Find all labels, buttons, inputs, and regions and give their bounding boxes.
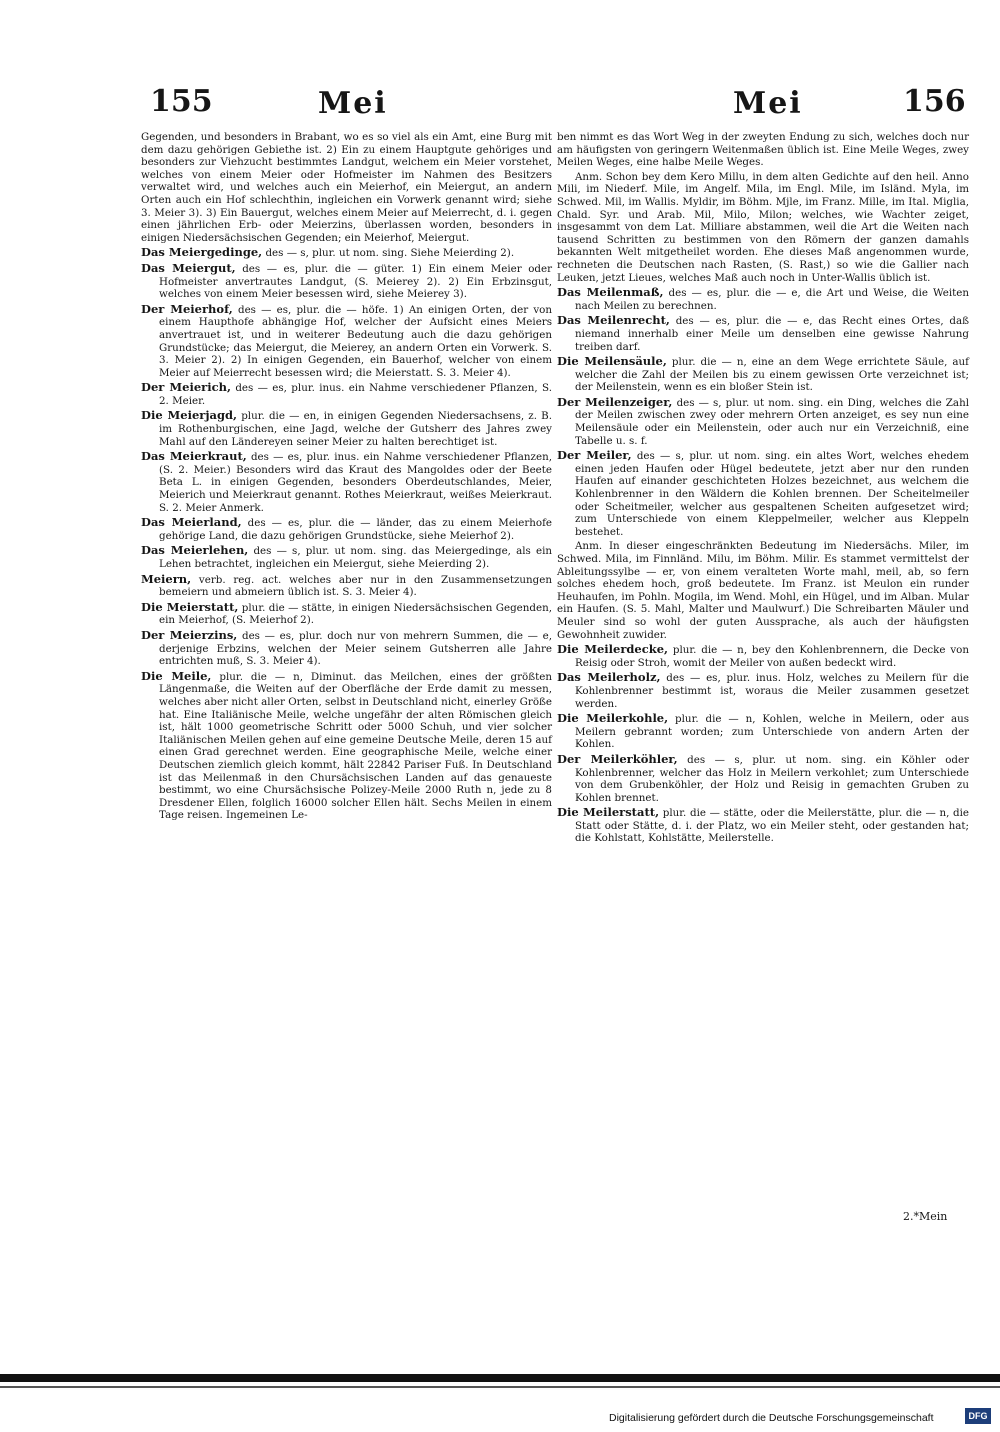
entry-headword: Das Meiergut, (141, 260, 236, 275)
dictionary-entry (141, 262, 552, 301)
entry-headword: Das Meiergedinge, (141, 245, 263, 260)
entry-text: des — es, plur. die — güter. 1) Ein einem Meier oder Hofmeister anvertrautes Landgut, (S. Meierey 2). 2) Ein Erbzinsgut, welches von einem Meier besessen wird, siehe Meierey 3). (159, 262, 552, 301)
entry-text: plur. die — stätte, oder die Meilerstätte, plur. die — n, die Statt oder Stätte, d. i. der Platz, wo ein Meiler steht, oder gestanden hat; die Kohlstatt, Kohlstätte, Meilerstelle. (575, 807, 970, 845)
entry-text: des — es, plur. inus. ein Nahme verschiedener Pflanzen, S. 2. Meier. (159, 382, 552, 407)
running-head-left: Mei (318, 86, 388, 121)
dictionary-entry (141, 670, 552, 822)
dictionary-entry (141, 303, 552, 380)
dictionary-entry (141, 516, 552, 542)
entry-text: des — es, plur. die — e, die Art und Weise, die Weiten nach Meilen zu berechnen. (575, 287, 970, 312)
paragraph (557, 540, 969, 641)
entry-text: ben nimmt es das Wort Weg in der zweyten Endung zu sich, welches doch nur am häufigsten von geringern Weitenmaßen üblich ist. Eine Meile Weges, zwey Meilen Weges, eine halbe Meile Weges. (557, 131, 969, 169)
dfg-logo: DFG (965, 1408, 991, 1424)
entry-headword: Die Meilerstatt, (557, 805, 660, 820)
entry-text: Gegenden, und besonders in Brabant, wo es so viel als ein Amt, eine Burg mit dem dazu gehörigen Gebiethe ist. 2) Ein zu einem Hauptgute gehöriges und besonders zur Viehzucht bestimmtes Landgut, welchem ein Meier vorstehet, welches von einem Meier oder Hofmeister im Nahmen des Besitzers verwaltet wird, und welches auch ein Meierhof, ein Meiergut, an andern Orten auch ein Hof schlechthin, ingleichen ein Vorwerk genannt wird; siehe 3. Meier 3). 3) Ein Bauergut, welches einem Meier auf Meierrecht, d. i. gegen einen jährlichen Erb- oder Meierzins, überlassen worden, besonders in einigen Niedersächsischen Gegenden; ein Meierhof, Meiergut. (141, 131, 552, 244)
dictionary-entry (141, 450, 552, 514)
entry-text: plur. die — n, bey den Kohlenbrennern, die Decke von Reisig oder Stroh, womit der Meiler von außen bedeckt wird. (575, 644, 969, 669)
entry-text: des — s, plur. ut nom. sing. ein altes Wort, welches ehedem einen jeden Haufen oder Hügel bedeutete, jetzt aber nur den runden Haufen auf einander geschichteten Holzes bezeichnet, aus welchem die Kohlenbrenner in den Wäldern die Kohlen brennen. Der Scheitelmeiler oder Scheitmeiler, welcher aus gespaltenen Scheiten aufgesetzet wird; zum Unterschiede von einem Kleppelmeiler, welcher aus Kleppeln bestehet. (575, 450, 969, 538)
entry-text: verb. reg. act. welches aber nur in den Zusammensetzungen bemeiern und abmeiern üblich ist. S. 3. Meier 4). (159, 573, 552, 599)
dictionary-entry (141, 601, 552, 627)
entry-headword: Das Meierland, (141, 515, 242, 530)
running-head-right: Mei (733, 86, 803, 121)
dictionary-entry (141, 409, 552, 448)
entry-text: plur. die — en, in einigen Gegenden Niedersachsens, z. B. im Rothenburgischen, eine Jagd, welche der Gutsherr des Jahres zwey Mahl auf den Ländereyen seiner Meier zu halten berechtiget ist. (159, 410, 552, 448)
entry-text: des — es, plur. doch nur von mehrern Summen, die — e, derjenige Erbzins, welchen der Meier seinem Gutsherren alle Jahre entrichten muß, S. 3. Meier 4). (159, 629, 552, 668)
entry-text: des — s, plur. ut nom. sing. Siehe Meierding 2). (265, 247, 515, 260)
entry-headword: Der Meilerköhler, (557, 751, 678, 766)
left-column (141, 131, 552, 824)
dictionary-entry (141, 381, 552, 407)
right-column (557, 131, 969, 847)
dictionary-entry (557, 712, 969, 751)
funding-footer: Digitalisierung gefördert durch die Deutsche Forschungsgemeinschaft (609, 1412, 934, 1424)
entry-headword: Die Meile, (141, 668, 212, 683)
catchword: 2.*Mein (903, 1210, 948, 1223)
entry-text: des — es, plur. die — höfe. 1) An einigen Orten, der von einem Haupthofe abhängige Hof, welcher der Aufsicht eines Meiers anvertrauet ist, und in weiterer Bedeutung auch die dazu gehörigen Grundstücke; das Meiergut, die Meierey, an andern Orten ein Vorwerk. S. 3. Meier 2). 2) In einigen Gegenden, ein Bauerhof, welcher von einem Meier auf Meierrecht besessen wird; die Meierstatt. S. 3. Meier 4). (159, 303, 553, 379)
dictionary-entry (557, 355, 969, 394)
entry-headword: Meiern, (141, 571, 192, 586)
dictionary-entry (557, 643, 969, 669)
entry-headword: Die Meilerdecke, (557, 642, 669, 657)
entry-headword: Das Meilerholz, (557, 670, 661, 685)
bottom-rule (0, 1374, 1000, 1382)
entry-text: des — s, plur. ut nom. sing. ein Ding, welches die Zahl der Meilen zwischen zwey oder mehrern Orten anzeiget, es sey nun eine Meilensäule oder ein Meilenstein, oder auch nur ein Verzeichniß, eine Tabelle u. s. f. (575, 396, 970, 447)
dictionary-entry (141, 246, 552, 260)
dictionary-entry (557, 753, 969, 804)
entry-text: Anm. In dieser eingeschränkten Bedeutung im Niedersächs. Miler, im Schwed. Mila, im Finnländ. Milu, im Böhm. Milir. Es stammet vermittelst der Ableitungssylbe — er, von einem veralteten Worte mahl, meil, ab, so fern solches ehedem hoch, groß bedeutete. Im Franz. ist Meulon ein runder Heuhaufen, im Pohln. Mogila, im Wend. Mohl, ein Hügel, und im Alban. Mular ein Haufen. (S. 5. Mahl, Malter und Maulwurf.) Die Schreibarten Mäuler und Meuler sind so wohl der guten Aussprache, als auch der häufigsten Gewohnheit zuwider. (557, 540, 969, 641)
entry-text: des — es, plur. inus. ein Nahme verschiedener Pflanzen, (S. 2. Meier.) Besonders wird das Kraut des Mangoldes oder der Beete Beta L. in einigen Gegenden, besonders Oberdeutschlandes, Meier, Meierich und Meierkraut genannt. Rothes Meierkraut, weißes Meierkraut. S. 2. Meier Anmerk. (159, 451, 552, 514)
entry-text: des — es, plur. die — länder, das zu einem Meierhofe gehörige Land, die dazu gehörigen Grundstücke, siehe Meierhof 2). (159, 517, 552, 542)
entry-headword: Das Meierlehen, (141, 543, 249, 558)
entry-headword: Die Meilerkohle, (557, 711, 669, 726)
paragraph (557, 131, 969, 169)
entry-text: plur. die — n, Diminut. das Meilchen, eines der größten Längenmaße, die Weiten auf der Oberfläche der Erde damit zu messen, welches aber nicht aller Orten, selbst in Deutschland nicht, einerley Größe hat. Eine Italiänische Meile, welche ungefähr der alten Römischen gleich ist, hält 1000 geometrische Schritt oder 5000 Schuh, und vier solcher Italiänischen Meilen gehen auf eine gemeine Deutsche Meile, deren 15 auf einen Grad gerechnet werden. Eine geographische Meile, welche einer Deutschen ziemlich gleich kommt, hält 22842 Pariser Fuß. In Deutschland ist das Meilenmaß in den Chursächsischen Landen auf das genaueste bestimmt, wo eine Chursächsische Polizey-Meile 2000 Ruth n, jede zu 8 Dresdener Ellen, folglich 16000 solcher Ellen hält. Sechs Meilen in einem Tage reisen. Ingemeinen Le- (159, 670, 553, 822)
entry-headword: Das Meilenrecht, (557, 313, 670, 328)
dictionary-entry (557, 449, 969, 538)
entry-headword: Die Meilensäule, (557, 354, 667, 369)
entry-headword: Der Meiler, (557, 448, 632, 463)
paragraph (141, 131, 552, 244)
entry-text: des — es, plur. inus. Holz, welches zu Meilern für die Kohlenbrenner bestimmt ist, woraus die Meiler zusammen gesetzet werden. (575, 672, 970, 710)
dictionary-entry (557, 806, 969, 845)
dictionary-entry (141, 544, 552, 570)
entry-text: des — es, plur. die — e, das Recht eines Ortes, daß niemand innerhalb einer Meile um denselben eine gewisse Nahrung treiben darf. (575, 315, 969, 353)
page-number-left: 155 (150, 84, 213, 119)
entry-text: plur. die — stätte, in einigen Niedersächsischen Gegenden, ein Meierhof, (S. Meierhof 2). (159, 601, 553, 627)
page-number-right: 156 (903, 84, 966, 119)
entry-headword: Der Meierich, (141, 380, 231, 395)
paragraph (557, 171, 969, 284)
dictionary-entry (141, 629, 552, 668)
entry-text: des — s, plur. ut nom. sing. das Meiergedinge, als ein Lehen betrachtet, ingleichen ein Meiergut, siehe Meierding 2). (159, 545, 552, 570)
entry-text: des — s, plur. ut nom. sing. ein Köhler oder Kohlenbrenner, welcher das Holz in Meilern verkohlet; zum Unterschiede von dem Grubenköhler, der Holz und Reisig in gemachten Gruben zu Kohlen brennet. (575, 753, 970, 804)
dictionary-entry (557, 396, 969, 447)
dictionary-entry (557, 671, 969, 710)
entry-headword: Die Meierjagd, (141, 408, 238, 423)
entry-headword: Der Meierzins, (141, 627, 238, 642)
entry-headword: Der Meilenzeiger, (557, 394, 673, 409)
dictionary-entry (557, 314, 969, 353)
dictionary-entry (141, 573, 552, 599)
entry-headword: Das Meilenmaß, (557, 285, 664, 300)
entry-text: plur. die — n, Kohlen, welche in Meilern, oder aus Meilern gebrannt worden; zum Unterschiede von andern Arten der Kohlen. (575, 713, 969, 751)
entry-headword: Die Meierstatt, (141, 599, 239, 614)
dictionary-entry (557, 286, 969, 312)
entry-headword: Das Meierkraut, (141, 449, 247, 464)
bottom-rule-thin (0, 1386, 1000, 1388)
entry-text: Anm. Schon bey dem Kero Millu, in dem alten Gedichte auf den heil. Anno Mili, im Niederf. Mile, im Angelf. Mila, im Engl. Mile, im Isländ. Myla, im Schwed. Mil, im Wallis. Myldir, im Böhm. Mjle, im Franz. Mille, im Ital. Miglia, Chald. Syr. und Arab. Mil, Milo, Milon; welches, wie Wachter zeiget, insgesammt von dem Lat. Milliare abstammen, weil die Art die Weiten nach tausend Schritten zu bestimmen von den Römern der ganzen damahls bekannten Welt mitgetheilet worden. Ehe dieses Maß angenommen wurde, rechneten die Deutschen nach Rasten, (S. Rast,) so wie die Gallier nach Leuken, jetzt Lieues, welches Maß auch noch in Unter-Wallis üblich ist. (557, 170, 969, 284)
entry-text: plur. die — n, eine an dem Wege errichtete Säule, auf welcher die Zahl der Meilen bis zu einem gewissen Orte verzeichnet ist; der Meilenstein, wenn es ein bloßer Stein ist. (575, 356, 969, 394)
entry-headword: Der Meierhof, (141, 301, 233, 316)
